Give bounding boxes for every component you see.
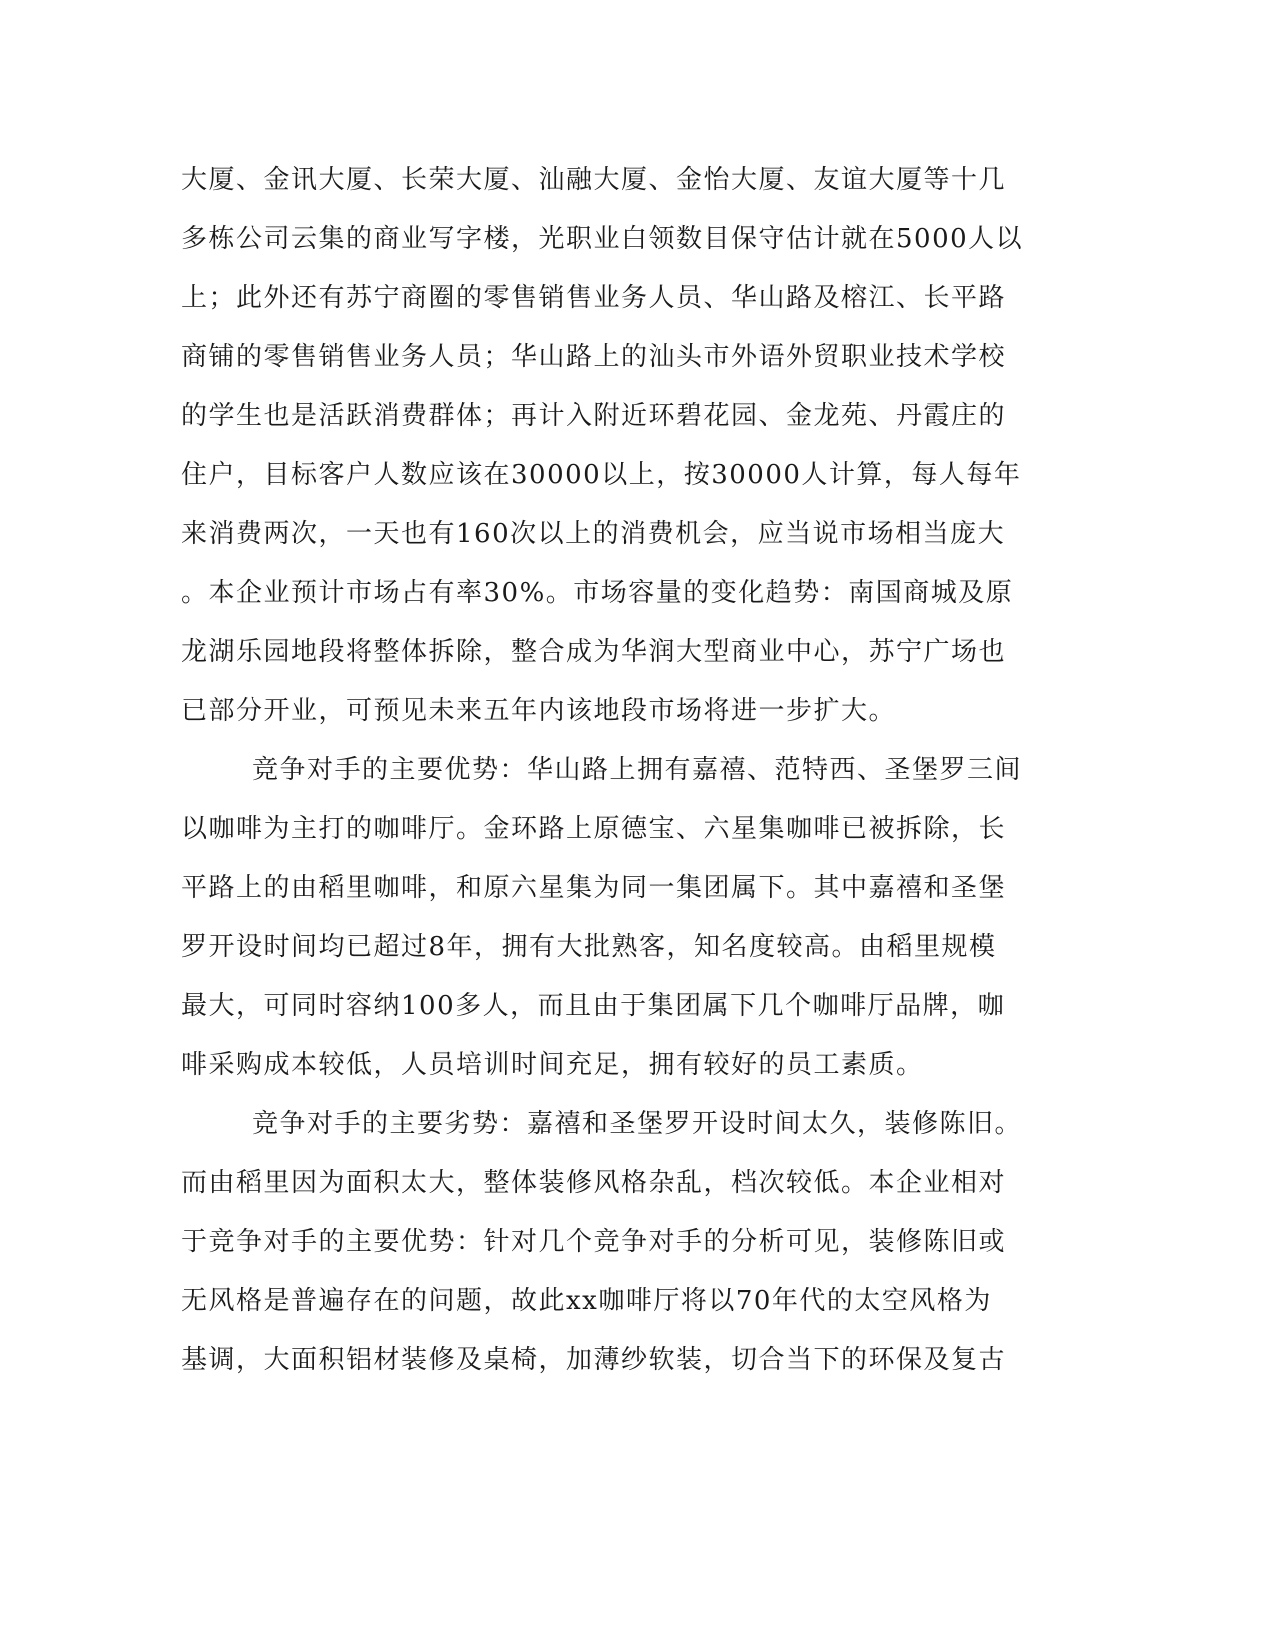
text-line: 平路上的由稻里咖啡，和原六星集为同一集团属下。其中嘉禧和圣堡	[181, 873, 1007, 903]
text-line-first: 竞争对手的主要劣势：嘉禧和圣堡罗开设时间太久，装修陈旧。	[252, 1109, 1023, 1139]
body-text	[181, 160, 1041, 1399]
text-line: 上；此外还有苏宁商圈的零售销售业务人员、华山路及榕江、长平路	[181, 283, 1007, 313]
text-line: 。本企业预计市场占有率30%。市场容量的变化趋势：南国商城及原	[181, 578, 1014, 608]
text-line: 的学生也是活跃消费群体；再计入附近环碧花园、金龙苑、丹霞庄的	[181, 401, 1007, 431]
text-line: 罗开设时间均已超过8年，拥有大批熟客，知名度较高。由稻里规模	[181, 932, 997, 962]
text-line: 于竞争对手的主要优势：针对几个竞争对手的分析可见，装修陈旧或	[181, 1227, 1007, 1257]
text-line: 商铺的零售销售业务人员；华山路上的汕头市外语外贸职业技术学校	[181, 342, 1007, 372]
text-line-first: 竞争对手的主要优势：华山路上拥有嘉禧、范特西、圣堡罗三间	[252, 755, 1023, 785]
text-line: 多栋公司云集的商业写字楼，光职业白领数目保守估计就在5000人以	[181, 224, 1024, 254]
text-line: 来消费两次，一天也有160次以上的消费机会，应当说市场相当庞大	[181, 519, 1006, 549]
text-line: 最大，可同时容纳100多人，而且由于集团属下几个咖啡厅品牌，咖	[181, 991, 1006, 1021]
text-line: 无风格是普遍存在的问题，故此xx咖啡厅将以70年代的太空风格为	[181, 1286, 992, 1316]
paragraph-market-size	[181, 160, 1041, 750]
text-line: 基调，大面积铝材装修及桌椅，加薄纱软装，切合当下的环保及复古	[181, 1345, 1007, 1375]
text-line: 住户，目标客户人数应该在30000以上，按30000人计算，每人每年	[181, 460, 1022, 490]
paragraph-competitor-weaknesses	[181, 1104, 1041, 1399]
text-line: 龙湖乐园地段将整体拆除，整合成为华润大型商业中心，苏宁广场也	[181, 637, 1007, 667]
paragraph-competitor-strengths	[181, 750, 1041, 1104]
text-line: 而由稻里因为面积太大，整体装修风格杂乱，档次较低。本企业相对	[181, 1168, 1007, 1198]
text-line: 啡采购成本较低，人员培训时间充足，拥有较好的员工素质。	[181, 1050, 924, 1080]
text-line: 已部分开业，可预见未来五年内该地段市场将进一步扩大。	[181, 696, 897, 726]
text-line: 大厦、金讯大厦、长荣大厦、汕融大厦、金怡大厦、友谊大厦等十几	[181, 165, 1007, 195]
text-line: 以咖啡为主打的咖啡厅。金环路上原德宝、六星集咖啡已被拆除，长	[181, 814, 1007, 844]
